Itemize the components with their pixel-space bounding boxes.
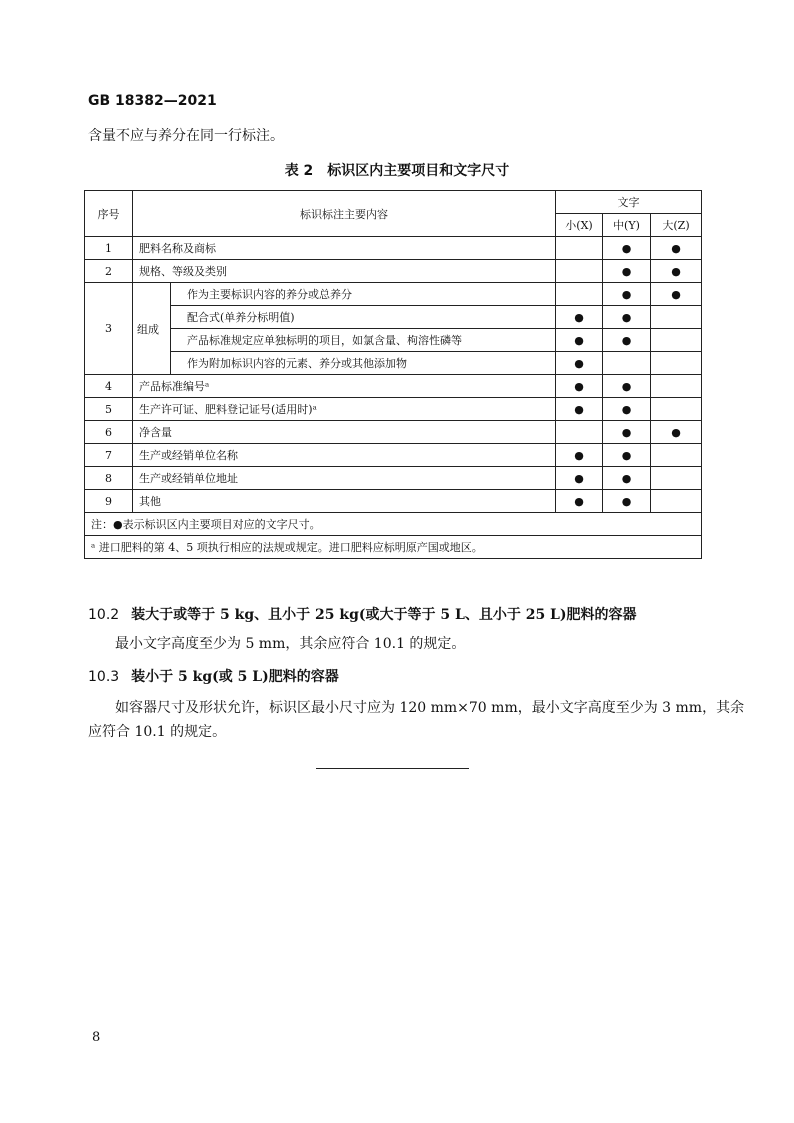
section-10-2-body: 最小文字高度至少为 5 mm，其余应符合 10.1 的规定。 [115, 636, 466, 652]
row-medium-mark: ● [603, 467, 651, 490]
table-row [85, 490, 702, 513]
row-large-mark: ● [651, 260, 702, 283]
size-table [84, 190, 702, 559]
row-content: 肥料名称及商标 [133, 237, 556, 260]
row-large-mark [651, 467, 702, 490]
table-row [85, 421, 702, 444]
header-small: 小(X) [556, 214, 603, 237]
table-row [85, 329, 702, 352]
end-rule [316, 768, 469, 769]
row-small-mark: ● [556, 398, 603, 421]
row-small-mark: ● [556, 375, 603, 398]
row-medium-mark: ● [603, 260, 651, 283]
row-small-mark: ● [556, 444, 603, 467]
table-row [85, 283, 702, 306]
table-caption: 表 2 标识区内主要项目和文字尺寸 [284, 163, 510, 179]
row-medium-mark: ● [603, 398, 651, 421]
table-row [85, 375, 702, 398]
row-medium-mark: ● [603, 329, 651, 352]
row-small-mark: ● [556, 490, 603, 513]
header-seq: 序号 [85, 191, 133, 237]
row-large-mark: ● [651, 421, 702, 444]
row-medium-mark: ● [603, 421, 651, 444]
table-note-row [85, 513, 702, 536]
row-seq: 7 [85, 444, 133, 467]
row-seq: 8 [85, 467, 133, 490]
row-large-mark [651, 352, 702, 375]
table-row [85, 306, 702, 329]
row-large-mark [651, 375, 702, 398]
header-text: 文字 [556, 191, 702, 214]
row-medium-mark: ● [603, 444, 651, 467]
section-10-3-heading [88, 666, 339, 686]
row-small-mark [556, 283, 603, 306]
header-content: 标识标注主要内容 [133, 191, 556, 237]
row-small-mark [556, 260, 603, 283]
row-large-mark: ● [651, 283, 702, 306]
row-small-mark: ● [556, 467, 603, 490]
row-medium-mark: ● [603, 283, 651, 306]
row-small-mark [556, 421, 603, 444]
row-content: 产品标准规定应单独标明的项目，如氯含量、枸溶性磷等 [171, 329, 556, 352]
section-10-2-heading [88, 604, 637, 624]
row-large-mark: ● [651, 237, 702, 260]
section-number: 10.3 [88, 669, 120, 685]
table-row [85, 237, 702, 260]
page-number: 8 [92, 1030, 101, 1045]
row-content: 生产许可证、肥料登记证号(适用时)ᵃ [133, 398, 556, 421]
row-large-mark [651, 329, 702, 352]
table-row [85, 444, 702, 467]
table-row [85, 352, 702, 375]
row-seq: 6 [85, 421, 133, 444]
header-medium: 中(Y) [603, 214, 651, 237]
row-small-mark: ● [556, 352, 603, 375]
row-seq: 4 [85, 375, 133, 398]
row-content: 生产或经销单位地址 [133, 467, 556, 490]
standard-number: GB 18382—2021 [88, 93, 217, 109]
row-small-mark [556, 237, 603, 260]
row-content: 规格、等级及类别 [133, 260, 556, 283]
table-footnote-row [85, 536, 702, 559]
row-small-mark: ● [556, 306, 603, 329]
row-medium-mark: ● [603, 306, 651, 329]
row-content: 生产或经销单位名称 [133, 444, 556, 467]
row-small-mark: ● [556, 329, 603, 352]
header-large: 大(Z) [651, 214, 702, 237]
table-row [85, 260, 702, 283]
row-seq: 2 [85, 260, 133, 283]
table-note: 注：●表示标识区内主要项目对应的文字尺寸。 [85, 513, 702, 536]
section-title: 装大于或等于 5 kg、且小于 25 kg(或大于等于 5 L、且小于 25 L)肥料的容器 [131, 607, 637, 623]
intro-paragraph: 含量不应与养分在同一行标注。 [88, 128, 284, 144]
row-large-mark [651, 306, 702, 329]
row-content: 其他 [133, 490, 556, 513]
row-seq: 3 [85, 283, 133, 375]
row-group-label: 组成 [133, 283, 171, 375]
row-large-mark [651, 398, 702, 421]
row-medium-mark: ● [603, 375, 651, 398]
row-content: 净含量 [133, 421, 556, 444]
section-number: 10.2 [88, 607, 120, 623]
row-seq: 9 [85, 490, 133, 513]
row-large-mark [651, 490, 702, 513]
row-content: 作为附加标识内容的元素、养分或其他添加物 [171, 352, 556, 375]
row-seq: 5 [85, 398, 133, 421]
section-10-3-body-line1: 如容器尺寸及形状允许，标识区最小尺寸应为 120 mm×70 mm，最小文字高度至少为 3 mm，其余 [115, 700, 745, 716]
row-medium-mark: ● [603, 237, 651, 260]
row-medium-mark [603, 352, 651, 375]
row-content: 作为主要标识内容的养分或总养分 [171, 283, 556, 306]
table-row [85, 398, 702, 421]
table-row [85, 467, 702, 490]
row-medium-mark: ● [603, 490, 651, 513]
row-large-mark [651, 444, 702, 467]
table-footnote: ᵃ 进口肥料的第 4、5 项执行相应的法规或规定。进口肥料应标明原产国或地区。 [85, 536, 702, 559]
row-content: 配合式(单养分标明值) [171, 306, 556, 329]
row-content: 产品标准编号ᵃ [133, 375, 556, 398]
section-10-3-body-line2: 应符合 10.1 的规定。 [88, 724, 227, 740]
row-seq: 1 [85, 237, 133, 260]
section-title: 装小于 5 kg(或 5 L)肥料的容器 [131, 669, 339, 685]
